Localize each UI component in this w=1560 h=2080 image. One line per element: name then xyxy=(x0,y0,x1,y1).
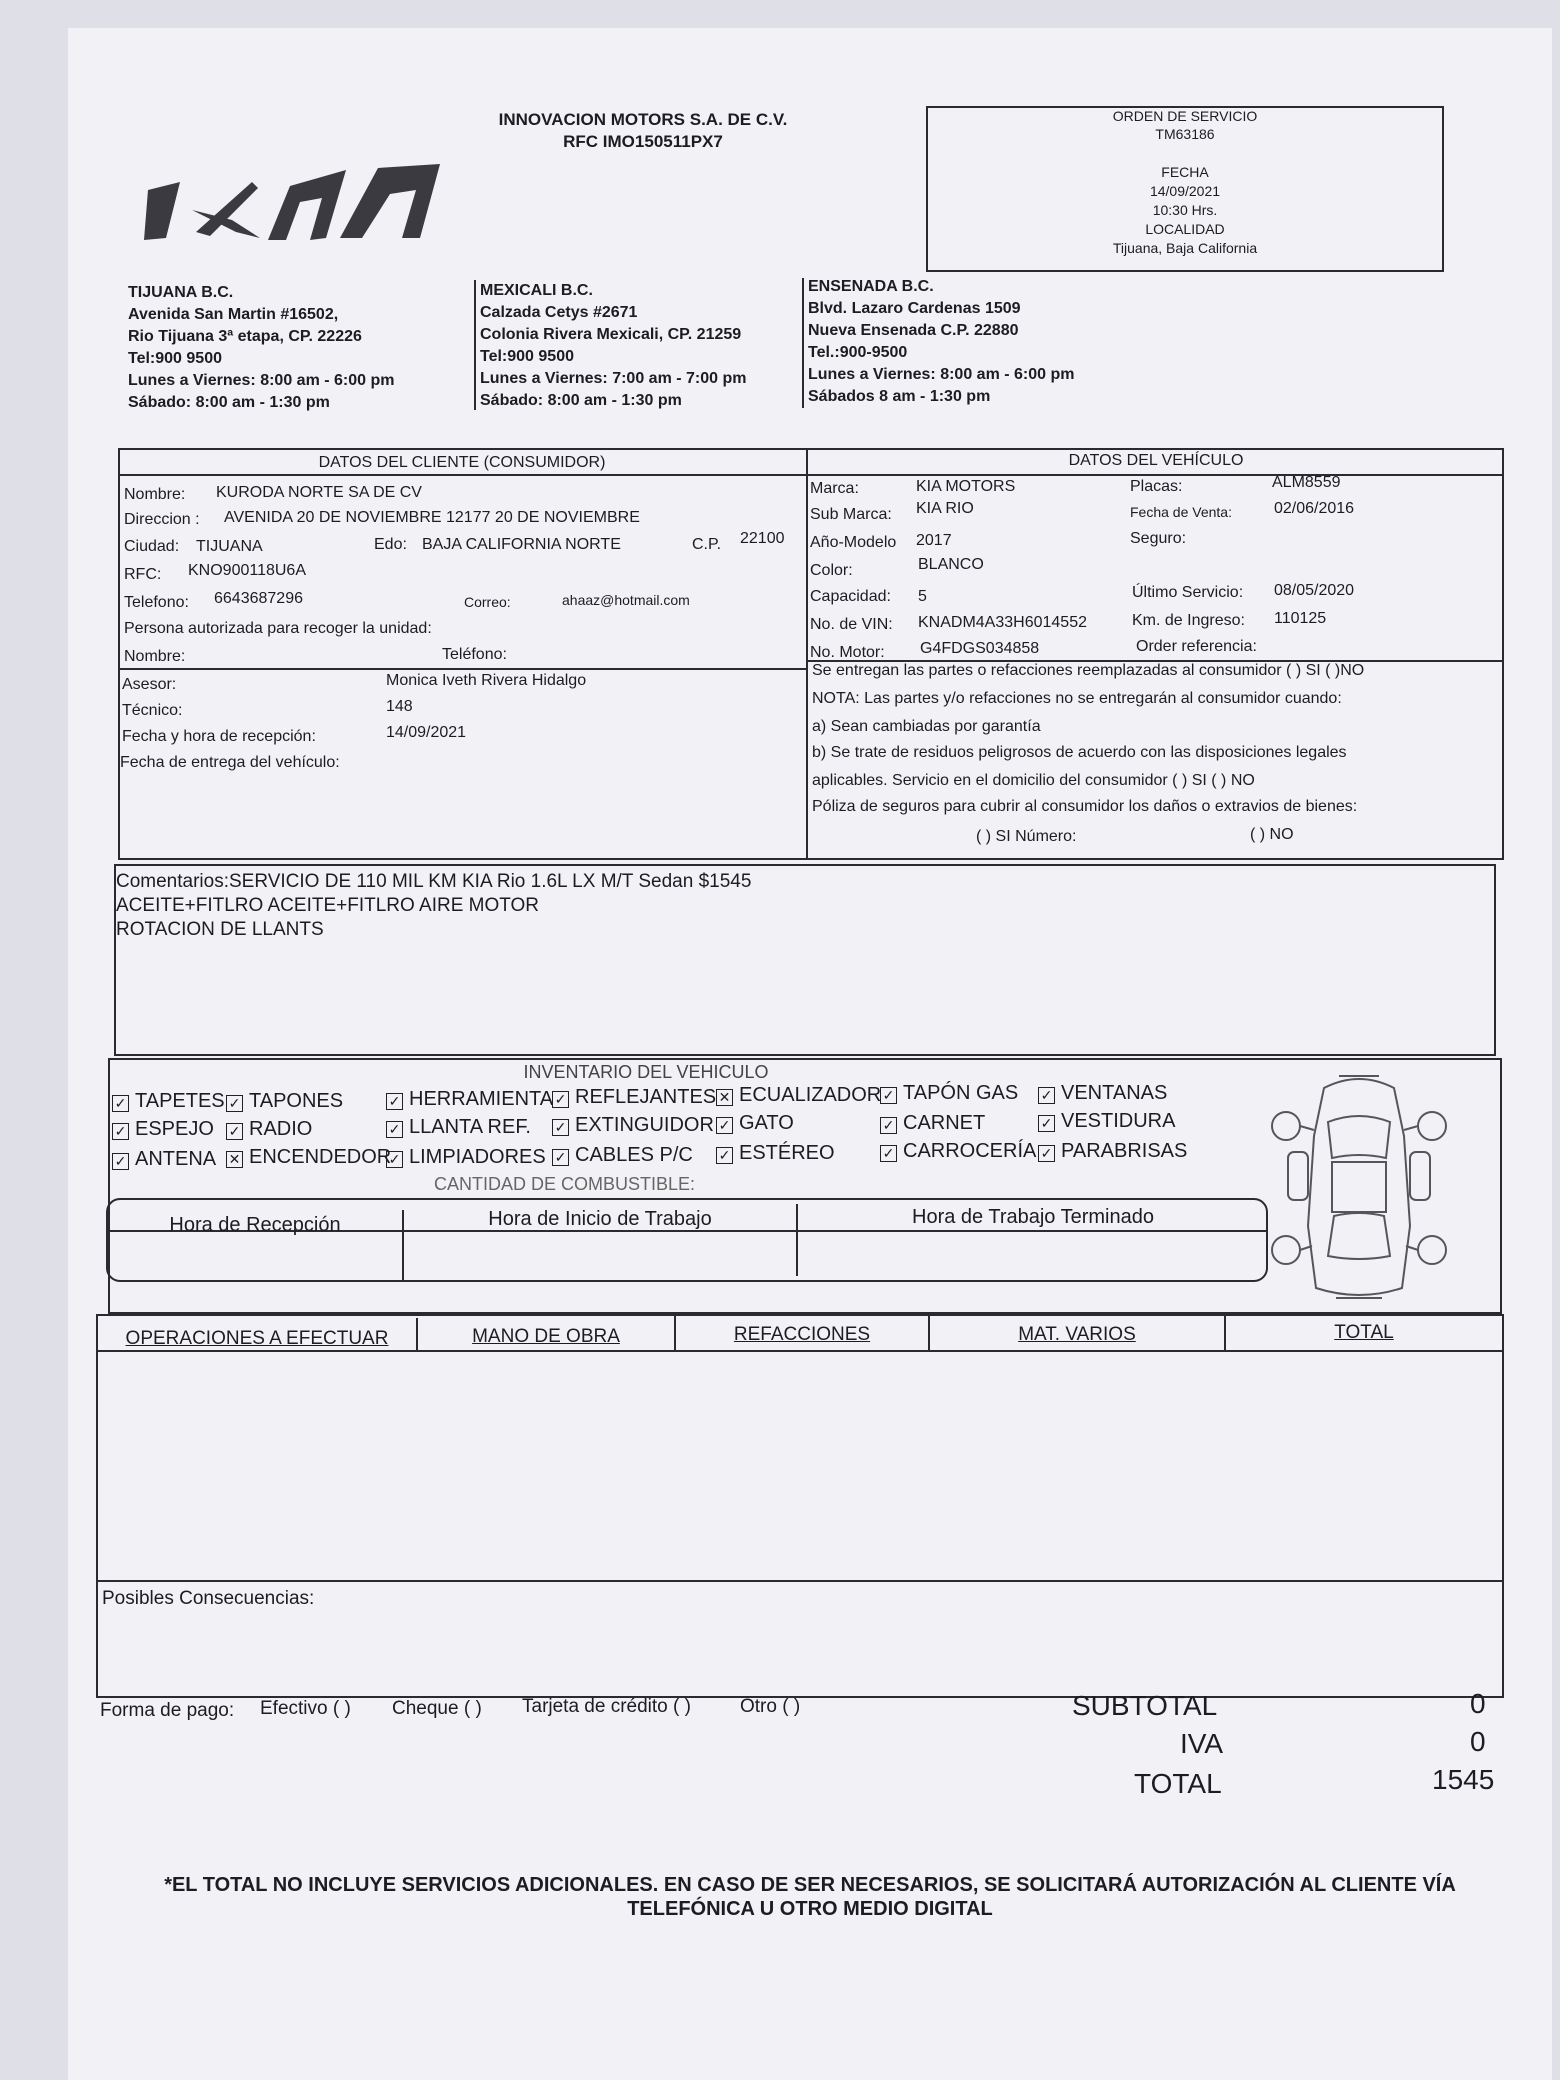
car-diagram-icon xyxy=(1264,1066,1454,1306)
checkbox-mark: ✓ xyxy=(880,1087,897,1104)
note-insurance-yes: ( ) SI Número: xyxy=(976,828,1077,845)
vehicle-year-label: Año-Modelo xyxy=(810,534,897,551)
checkbox-mark: ✓ xyxy=(716,1117,733,1134)
inventory-item[interactable] xyxy=(1038,1140,1187,1163)
footer-disclaimer-line2: TELEFÓNICA U OTRO MEDIO DIGITAL xyxy=(627,1898,993,1920)
branch-city: ENSENADA B.C. xyxy=(808,278,934,295)
inventory-item-label: LLANTA REF. xyxy=(409,1116,531,1138)
operations-col-header: MANO DE OBRA xyxy=(472,1326,620,1347)
vehicle-insurance-label: Seguro: xyxy=(1130,530,1187,547)
operations-col-header: TOTAL xyxy=(1334,1322,1394,1343)
inventory-item[interactable] xyxy=(880,1112,985,1135)
time-reception: Hora de Recepción xyxy=(169,1214,341,1236)
client-rfc: KNO900118U6A xyxy=(188,562,306,579)
inventory-item[interactable] xyxy=(226,1090,343,1113)
branch-weekday-hours: Lunes a Viernes: 8:00 am - 6:00 pm xyxy=(128,372,395,389)
branch-address2: Rio Tijuana 3ª etapa, CP. 22226 xyxy=(128,328,362,345)
inventory-item-label: CABLES P/C xyxy=(575,1144,693,1166)
vehicle-color: BLANCO xyxy=(918,556,984,573)
comment-line: Comentarios:SERVICIO DE 110 MIL KM KIA Rio 1.6L LX M/T Sedan $1545 xyxy=(116,871,752,892)
advisor-label: Asesor: xyxy=(122,676,177,693)
vehicle-brand-label: Marca: xyxy=(810,480,859,497)
inventory-item-label: GATO xyxy=(739,1112,794,1134)
operations-col-header: OPERACIONES A EFECTUAR xyxy=(125,1328,389,1349)
inventory-item-label: CARROCERÍA xyxy=(903,1140,1037,1162)
footer-disclaimer-line1: *EL TOTAL NO INCLUYE SERVICIOS ADICIONALES. EN CASO DE SER NECESARIOS, SE SOLICITARÁ AUTORIZACIÓN AL CLIENTE VÍA xyxy=(164,1874,1456,1896)
order-date-label: FECHA xyxy=(1161,164,1209,180)
inventory-item[interactable] xyxy=(716,1142,835,1165)
vehicle-year: 2017 xyxy=(916,532,952,549)
client-section-line xyxy=(118,668,806,670)
inventory-item-label: ECUALIZADOR xyxy=(739,1084,882,1106)
note-home-service: aplicables. Servicio en el domicilio del consumidor ( ) SI ( ) NO xyxy=(812,772,1255,789)
inventory-item-label: ANTENA xyxy=(135,1148,217,1170)
advisor-name: Monica Iveth Rivera Hidalgo xyxy=(386,672,587,689)
inventory-item[interactable] xyxy=(552,1086,716,1109)
client-zip: 22100 xyxy=(740,530,785,547)
checkbox-mark: ✓ xyxy=(226,1123,243,1140)
inventory-item-label: VENTANAS xyxy=(1061,1082,1168,1104)
client-authorized-label: Persona autorizada para recoger la unidad: xyxy=(124,620,432,637)
branch-phone: Tel:900 9500 xyxy=(128,350,222,367)
reception-date-label: Fecha y hora de recepción: xyxy=(122,728,316,745)
vehicle-km: 110125 xyxy=(1274,610,1327,627)
operations-table xyxy=(96,1314,1504,1698)
client-city-label: Ciudad: xyxy=(124,538,180,555)
comment-line: ROTACION DE LLANTS xyxy=(116,919,324,940)
branch-address: Avenida San Martin #16502, xyxy=(128,306,339,323)
note-insurance-no: ( ) NO xyxy=(1250,826,1294,843)
inventory-item-label: TAPETES xyxy=(135,1090,225,1112)
inventory-item[interactable] xyxy=(386,1146,546,1169)
vehicle-vin: KNADM4A33H6014552 xyxy=(918,614,1087,631)
checkbox-mark: ✓ xyxy=(716,1147,733,1164)
vehicle-engine: G4FDGS034858 xyxy=(920,640,1040,657)
inventory-item-label: RADIO xyxy=(249,1118,313,1140)
inventory-item[interactable] xyxy=(112,1148,216,1171)
checkbox-mark: ✓ xyxy=(386,1151,403,1168)
branch-saturday-hours: Sábado: 8:00 am - 1:30 pm xyxy=(480,392,682,409)
inventory-item[interactable] xyxy=(226,1118,312,1141)
branch-divider xyxy=(474,280,476,410)
checkbox-mark: ✓ xyxy=(880,1145,897,1162)
branch-city: TIJUANA B.C. xyxy=(128,284,234,301)
inventory-item-label: TAPÓN GAS xyxy=(903,1082,1019,1104)
checkbox-mark: ✕ xyxy=(226,1151,243,1168)
branch-saturday-hours: Sábado: 8:00 am - 1:30 pm xyxy=(128,394,330,411)
client-state: BAJA CALIFORNIA NORTE xyxy=(422,536,621,553)
inventory-item[interactable] xyxy=(880,1140,1036,1163)
branch-phone: Tel.:900-9500 xyxy=(808,344,908,361)
checkbox-mark: ✓ xyxy=(552,1119,569,1136)
checkbox-mark: ✕ xyxy=(716,1089,733,1106)
inventory-item[interactable] xyxy=(716,1084,881,1107)
inventory-item-label: ENCENDEDOR xyxy=(249,1146,392,1168)
vehicle-capacity-label: Capacidad: xyxy=(810,588,891,605)
checkbox-mark: ✓ xyxy=(386,1121,403,1138)
vehicle-order-ref-label: Order referencia: xyxy=(1136,638,1257,655)
vehicle-engine-label: No. Motor: xyxy=(810,644,885,661)
vehicle-brand: KIA MOTORS xyxy=(916,478,1016,495)
note-parts-returned: Se entregan las partes o refacciones reemplazadas al consumidor ( ) SI ( )NO xyxy=(812,662,1365,679)
inventory-item[interactable] xyxy=(386,1088,553,1111)
client-state-label: Edo: xyxy=(374,536,407,553)
time-start: Hora de Inicio de Trabajo xyxy=(488,1208,712,1230)
checkbox-mark: ✓ xyxy=(112,1153,129,1170)
client-rfc-label: RFC: xyxy=(124,566,162,583)
branch-weekday-hours: Lunes a Viernes: 7:00 am - 7:00 pm xyxy=(480,370,747,387)
vehicle-sale-date-label: Fecha de Venta: xyxy=(1130,504,1232,520)
inventory-item-label: ESTÉREO xyxy=(739,1142,835,1164)
checkbox-mark: ✓ xyxy=(112,1123,129,1140)
checkbox-mark: ✓ xyxy=(112,1095,129,1112)
checkbox-mark: ✓ xyxy=(552,1149,569,1166)
payment-card[interactable]: Tarjeta de crédito ( ) xyxy=(522,1696,691,1717)
branch-saturday-hours: Sábados 8 am - 1:30 pm xyxy=(808,388,991,405)
fuel-label: CANTIDAD DE COMBUSTIBLE: xyxy=(434,1174,696,1194)
order-number: TM63186 xyxy=(1155,126,1215,142)
subtotal-value: 0 xyxy=(1470,1688,1486,1719)
vehicle-plates-label: Placas: xyxy=(1130,478,1183,495)
client-phone: 6643687296 xyxy=(214,590,303,607)
inventory-item-label: PARABRISAS xyxy=(1061,1140,1188,1162)
inventory-item-label: CARNET xyxy=(903,1112,986,1134)
checkbox-mark: ✓ xyxy=(226,1095,243,1112)
iva-label: IVA xyxy=(1180,1728,1224,1759)
order-title: ORDEN DE SERVICIO xyxy=(1112,108,1258,124)
note-heading: NOTA: Las partes y/o refacciones no se entregarán al consumidor cuando: xyxy=(812,690,1342,707)
client-phone-label: Telefono: xyxy=(124,594,189,611)
client-city: TIJUANA xyxy=(196,538,263,555)
order-date: 14/09/2021 xyxy=(1149,183,1221,199)
branch-mexicali xyxy=(480,280,746,412)
inventory-title: INVENTARIO DEL VEHICULO xyxy=(523,1062,769,1082)
consequences-label: Posibles Consecuencias: xyxy=(102,1588,315,1609)
order-time: 10:30 Hrs. xyxy=(1152,202,1218,218)
inventory-item[interactable] xyxy=(552,1114,714,1137)
inventory-item[interactable] xyxy=(112,1118,214,1141)
payment-cash[interactable]: Efectivo ( ) xyxy=(260,1698,351,1719)
payment-check[interactable]: Cheque ( ) xyxy=(392,1698,482,1719)
inventory-item[interactable] xyxy=(112,1090,225,1113)
technician-label: Técnico: xyxy=(122,702,183,719)
vehicle-submodel-label: Sub Marca: xyxy=(810,506,892,523)
inventory-item[interactable] xyxy=(226,1146,391,1169)
branch-address2: Colonia Rivera Mexicali, CP. 21259 xyxy=(480,326,742,343)
branch-address2: Nueva Ensenada C.P. 22880 xyxy=(808,322,1019,339)
inventory-item[interactable] xyxy=(552,1144,693,1167)
comment-line: ACEITE+FITLRO ACEITE+FITLRO AIRE MOTOR xyxy=(116,895,540,916)
company-name: INNOVACION MOTORS S.A. DE C.V. xyxy=(498,110,788,129)
client-email: ahaaz@hotmail.com xyxy=(562,592,690,608)
note-warranty: a) Sean cambiadas por garantía xyxy=(812,718,1041,735)
client-address-label: Direccion : xyxy=(124,511,200,528)
technician-value: 148 xyxy=(386,698,413,715)
checkbox-mark: ✓ xyxy=(386,1093,403,1110)
reception-date: 14/09/2021 xyxy=(386,724,467,741)
delivery-date-label: Fecha de entrega del vehículo: xyxy=(120,754,340,771)
vehicle-km-label: Km. de Ingreso: xyxy=(1132,612,1245,629)
subtotal-label: SUBTOTAL xyxy=(1072,1690,1218,1721)
vehicle-header: DATOS DEL VEHÍCULO xyxy=(1068,452,1244,469)
inventory-item-label: TAPONES xyxy=(249,1090,344,1112)
inventory-item[interactable] xyxy=(1038,1082,1167,1105)
payment-label: Forma de pago: xyxy=(100,1700,235,1721)
iva-value: 0 xyxy=(1470,1726,1486,1757)
service-order-page xyxy=(68,28,1552,2080)
company-rfc: RFC IMO150511PX7 xyxy=(563,132,723,151)
branch-ensenada xyxy=(808,276,1074,408)
order-locality: Tijuana, Baja California xyxy=(1112,240,1258,256)
vehicle-last-service-label: Último Servicio: xyxy=(1132,584,1244,601)
note-insurance: Póliza de seguros para cubrir al consumidor los daños o extravios de bienes: xyxy=(812,798,1358,815)
client-auth-phone-label: Teléfono: xyxy=(442,646,507,663)
vehicle-sale-date: 02/06/2016 xyxy=(1274,500,1355,517)
table-divider xyxy=(806,448,808,860)
inventory-item[interactable] xyxy=(880,1082,1018,1105)
checkbox-mark: ✓ xyxy=(552,1091,569,1108)
inventory-item[interactable] xyxy=(1038,1110,1175,1133)
inventory-item-label: LIMPIADORES xyxy=(409,1146,546,1168)
time-end: Hora de Trabajo Terminado xyxy=(912,1206,1154,1228)
inventory-item-label: EXTINGUIDOR xyxy=(575,1114,714,1136)
checkbox-mark: ✓ xyxy=(880,1117,897,1134)
payment-other[interactable]: Otro ( ) xyxy=(740,1696,801,1717)
operations-col-header: REFACCIONES xyxy=(733,1324,871,1345)
total-label: TOTAL xyxy=(1134,1768,1222,1799)
branch-tijuana xyxy=(128,282,394,414)
vehicle-color-label: Color: xyxy=(810,562,853,579)
checkbox-mark: ✓ xyxy=(1038,1145,1055,1162)
kia-logo xyxy=(140,150,460,260)
branch-address: Calzada Cetys #2671 xyxy=(480,304,638,321)
inventory-item-label: HERRAMIENTA xyxy=(409,1088,554,1110)
total-value: 1545 xyxy=(1432,1764,1495,1795)
branch-weekday-hours: Lunes a Viernes: 8:00 am - 6:00 pm xyxy=(808,366,1075,383)
client-auth-name-label: Nombre: xyxy=(124,648,186,665)
vehicle-last-service: 08/05/2020 xyxy=(1274,582,1355,599)
branch-divider xyxy=(802,278,804,408)
client-address: AVENIDA 20 DE NOVIEMBRE 12177 20 DE NOVIEMBRE xyxy=(224,509,640,526)
vehicle-plates: ALM8559 xyxy=(1272,474,1341,491)
client-email-label: Correo: xyxy=(464,594,511,610)
branch-city: MEXICALI B.C. xyxy=(480,282,593,299)
branch-phone: Tel:900 9500 xyxy=(480,348,574,365)
checkbox-mark: ✓ xyxy=(1038,1115,1055,1132)
vehicle-submodel: KIA RIO xyxy=(916,500,974,517)
checkbox-mark: ✓ xyxy=(1038,1087,1055,1104)
consequences-line xyxy=(96,1580,1504,1582)
vehicle-capacity: 5 xyxy=(918,588,927,605)
branch-address: Blvd. Lazaro Cardenas 1509 xyxy=(808,300,1021,317)
client-header: DATOS DEL CLIENTE (CONSUMIDOR) xyxy=(318,454,606,471)
client-name-label: Nombre: xyxy=(124,486,186,503)
inventory-item-label: REFLEJANTES xyxy=(575,1086,717,1108)
client-zip-label: C.P. xyxy=(692,536,722,553)
note-hazardous: b) Se trate de residuos peligrosos de acuerdo con las disposiciones legales xyxy=(812,744,1347,761)
inventory-item-label: ESPEJO xyxy=(135,1118,214,1140)
client-name: KURODA NORTE SA DE CV xyxy=(216,484,422,501)
operations-col-header: MAT. VARIOS xyxy=(1018,1324,1136,1345)
inventory-item[interactable] xyxy=(386,1116,531,1139)
inventory-item-label: VESTIDURA xyxy=(1061,1110,1176,1132)
vehicle-vin-label: No. de VIN: xyxy=(810,616,893,633)
order-locality-label: LOCALIDAD xyxy=(1145,221,1225,237)
operations-header-line xyxy=(96,1350,1504,1352)
comments-text xyxy=(116,870,751,942)
inventory-item[interactable] xyxy=(716,1112,794,1135)
